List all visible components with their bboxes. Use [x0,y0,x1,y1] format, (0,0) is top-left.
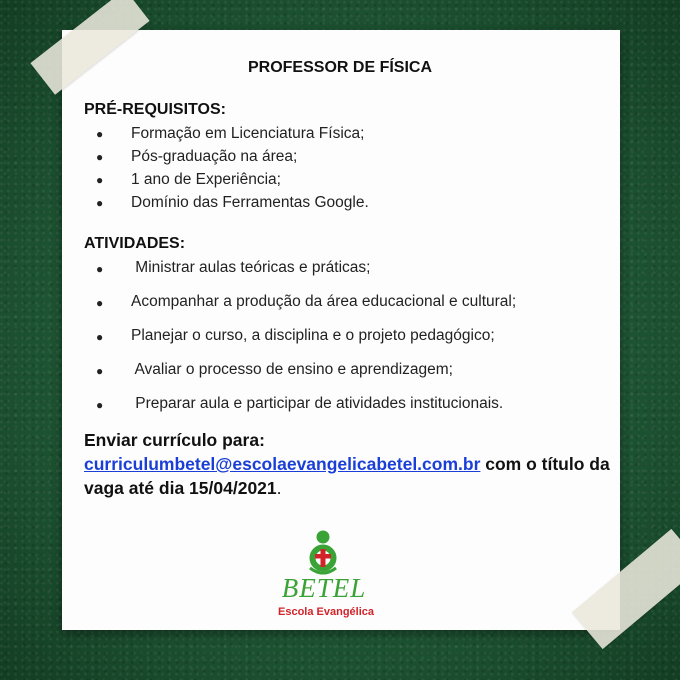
logo-cross-horizontal [315,554,331,559]
bullet-icon: ● [96,296,104,310]
list-item: ● Acompanhar a produção da área educacional e cultural; [84,290,516,324]
logo-subtitle: Escola Evangélica [278,606,374,618]
activities-list [84,256,516,426]
bullet-icon: ● [96,150,104,164]
application-instructions [84,428,614,500]
list-item: ● Preparar aula e participar de atividades institucionais. [84,392,516,426]
application-intro: Enviar currículo para: [84,430,265,450]
list-item: ● 1 ano de Experiência; [84,168,369,191]
logo-head [317,531,330,544]
activities-heading: ATIVIDADES: [84,235,186,252]
list-item: ● Ministrar aulas teóricas e práticas; [84,256,516,290]
application-suffix: com o título da vaga até dia 15/04/2021 [84,454,615,498]
email-link[interactable]: curriculumbetel@escolaevangelicabetel.com.br [84,454,481,474]
logo-name: BETEL [281,573,367,603]
list-item: ● Domínio das Ferramentas Google. [84,191,369,214]
bullet-icon: ● [96,330,104,344]
bullet-icon: ● [96,364,104,378]
betel-logo-icon [268,524,388,624]
prerequisites-heading: PRÉ-REQUISITOS: [84,101,226,118]
list-item: ● Planejar o curso, a disciplina e o projeto pedagógico; [84,324,516,358]
bullet-icon: ● [96,173,104,187]
bullet-icon: ● [96,262,104,276]
application-period: . [276,478,282,498]
list-item: ● Avaliar o processo de ensino e aprendizagem; [84,358,516,392]
bullet-icon: ● [96,398,104,412]
list-item: ● Pós-graduação na área; [84,145,369,168]
betel-logo [268,524,388,624]
bullet-icon: ● [96,196,104,210]
list-item: ● Formação em Licenciatura Física; [84,122,369,145]
prerequisites-list [84,122,369,214]
page-title: PROFESSOR DE FÍSICA [247,59,433,76]
bullet-icon: ● [96,127,104,141]
